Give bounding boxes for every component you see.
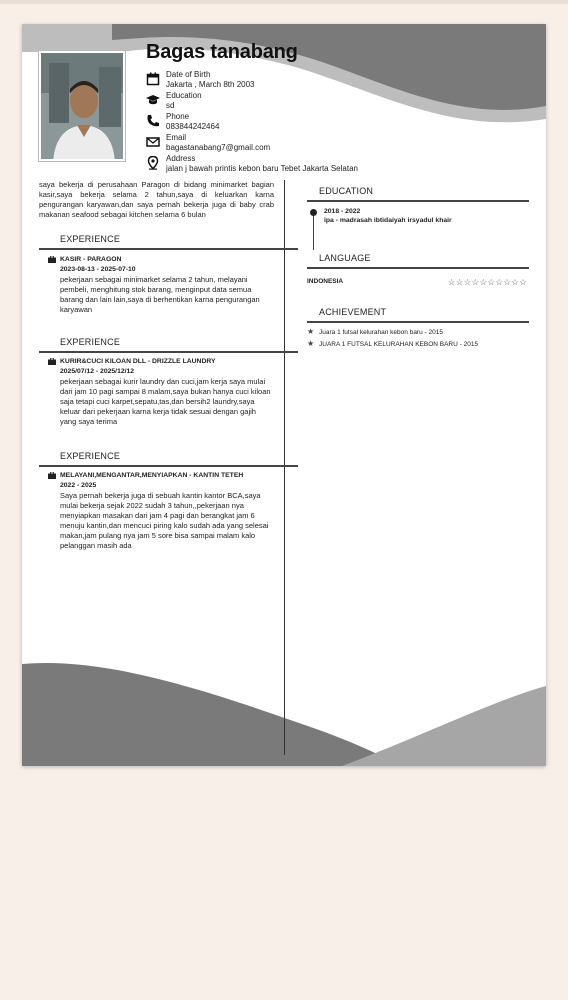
education-entry — [308, 207, 533, 225]
job-date: 2025/07/12 - 2025/12/12 — [60, 368, 135, 375]
job-description: pekerjaan sebagai minimarket selama 2 tahun, melayani pembeli, menghitung stok barang, menginput data semua barang dan lain lain,saya di berhentikan karna pengurangan karyawan — [60, 275, 260, 314]
job-title: MELAYANI,MENGANTAR,MENYIAPKAN - KANTIN TETEH — [60, 472, 244, 479]
job-description: Saya pernah bekerja juga di sebuah kantin kantor BCA,saya mulai bekerja sejak 2022 sudah 3 tahun,,pekerjaan nya menyiapkan masakan dari jam 4 pagi dan berangkat jam 6 menuju kantin,dan mencuci piring kalo sudah ada yang selesai makan,jam pulang nya jam 5 sore bisa sampai malam kalo pelanggan masih ada — [60, 491, 269, 550]
location-pin-icon — [146, 156, 160, 170]
language-heading: LANGUAGE — [319, 253, 371, 263]
top-bar — [0, 0, 568, 4]
education-date: 2018 - 2022 — [324, 208, 361, 215]
dob-label: Date of Birth — [166, 70, 211, 79]
achievement-text: Juara 1 futsal kelurahan kebon baru - 2015 — [319, 329, 443, 336]
experience-heading-3: EXPERIENCE — [60, 451, 121, 461]
graduation-cap-icon — [146, 93, 160, 107]
education-rule — [307, 200, 529, 202]
envelope-icon — [146, 135, 160, 149]
profile-photo — [39, 51, 125, 161]
language-rule — [307, 267, 529, 269]
achievement-text: JUARA 1 FUTSAL KELURAHAN KEBON BARU - 2015 — [319, 341, 479, 348]
job-date: 2022 - 2025 — [60, 482, 97, 489]
phone-label: Phone — [166, 112, 190, 121]
experience-item-1 — [48, 255, 273, 315]
dob-value: Jakarta , March 8th 2003 — [166, 80, 255, 89]
education-value: sd — [166, 101, 175, 110]
experience-item-2 — [48, 357, 273, 427]
phone-value: 083844242464 — [166, 122, 220, 131]
resume-name: Bagas tanabang — [146, 41, 298, 63]
column-divider — [284, 180, 285, 755]
summary-text: saya bekerja di perusahaan Paragon di bidang minimarket bagian kasir,saya bekerja selama 2 tahun,saya di keluarkan karna pengurangan karyawan,dan saya pernah bekerja juga di baby crab makanan seafood sebagai kitchen selama 6 bulan — [39, 180, 274, 219]
job-date: 2023-08-13 - 2025-07-10 — [60, 266, 136, 273]
email-label: Email — [166, 133, 187, 142]
address-label: Address — [166, 154, 196, 163]
briefcase-icon — [48, 472, 56, 479]
achievement-item — [307, 340, 533, 349]
job-description: pekerjaan sebagai kurir laundry dan cuci,jam kerja saya mulai dari jam 10 pagi sampai 8 malam,saya bukan hanya cuci kiloan saja tetapi cuci karpet,sepatu,tas,dan bersih2 laundry,saya keluar dari pekerjaan karna kerja tidak sesuai dengan gajih yang saya terima — [60, 377, 271, 426]
job-title: KASIR - PARAGON — [60, 256, 122, 263]
language-name: INDONESIA — [307, 278, 344, 285]
briefcase-icon — [48, 256, 56, 263]
education-school: ipa - madrasah ibtidaiyah irsyadul khair — [324, 217, 452, 224]
experience-rule-1 — [39, 248, 298, 250]
calendar-icon — [146, 72, 160, 86]
briefcase-icon — [48, 358, 56, 365]
address-value: jalan j bawah printis kebon baru Tebet Jakarta Selatan — [166, 164, 358, 173]
experience-heading-1: EXPERIENCE — [60, 234, 121, 244]
education-label: Education — [166, 91, 202, 100]
education-heading: EDUCATION — [319, 186, 374, 196]
achievement-item — [307, 328, 533, 337]
resume-page — [22, 24, 546, 766]
achievement-rule — [307, 321, 529, 323]
email-value: bagastanabang7@gmail.com — [166, 143, 271, 152]
experience-rule-3 — [39, 465, 298, 467]
phone-icon — [146, 114, 160, 128]
star-icon: ★ — [307, 327, 315, 336]
experience-rule-2 — [39, 351, 298, 353]
timeline-dot — [310, 209, 317, 216]
experience-item-3 — [48, 471, 273, 551]
language-entry — [307, 278, 533, 285]
job-title: KURIR&CUCI KILOAN DLL - DRIZZLE LAUNDRY — [60, 358, 216, 365]
star-icon: ★ — [307, 339, 315, 348]
experience-heading-2: EXPERIENCE — [60, 337, 121, 347]
timeline-line — [313, 210, 314, 250]
achievement-heading: ACHIEVEMENT — [319, 307, 387, 317]
language-rating-stars: ☆☆☆☆☆☆☆☆☆☆ — [447, 277, 527, 287]
